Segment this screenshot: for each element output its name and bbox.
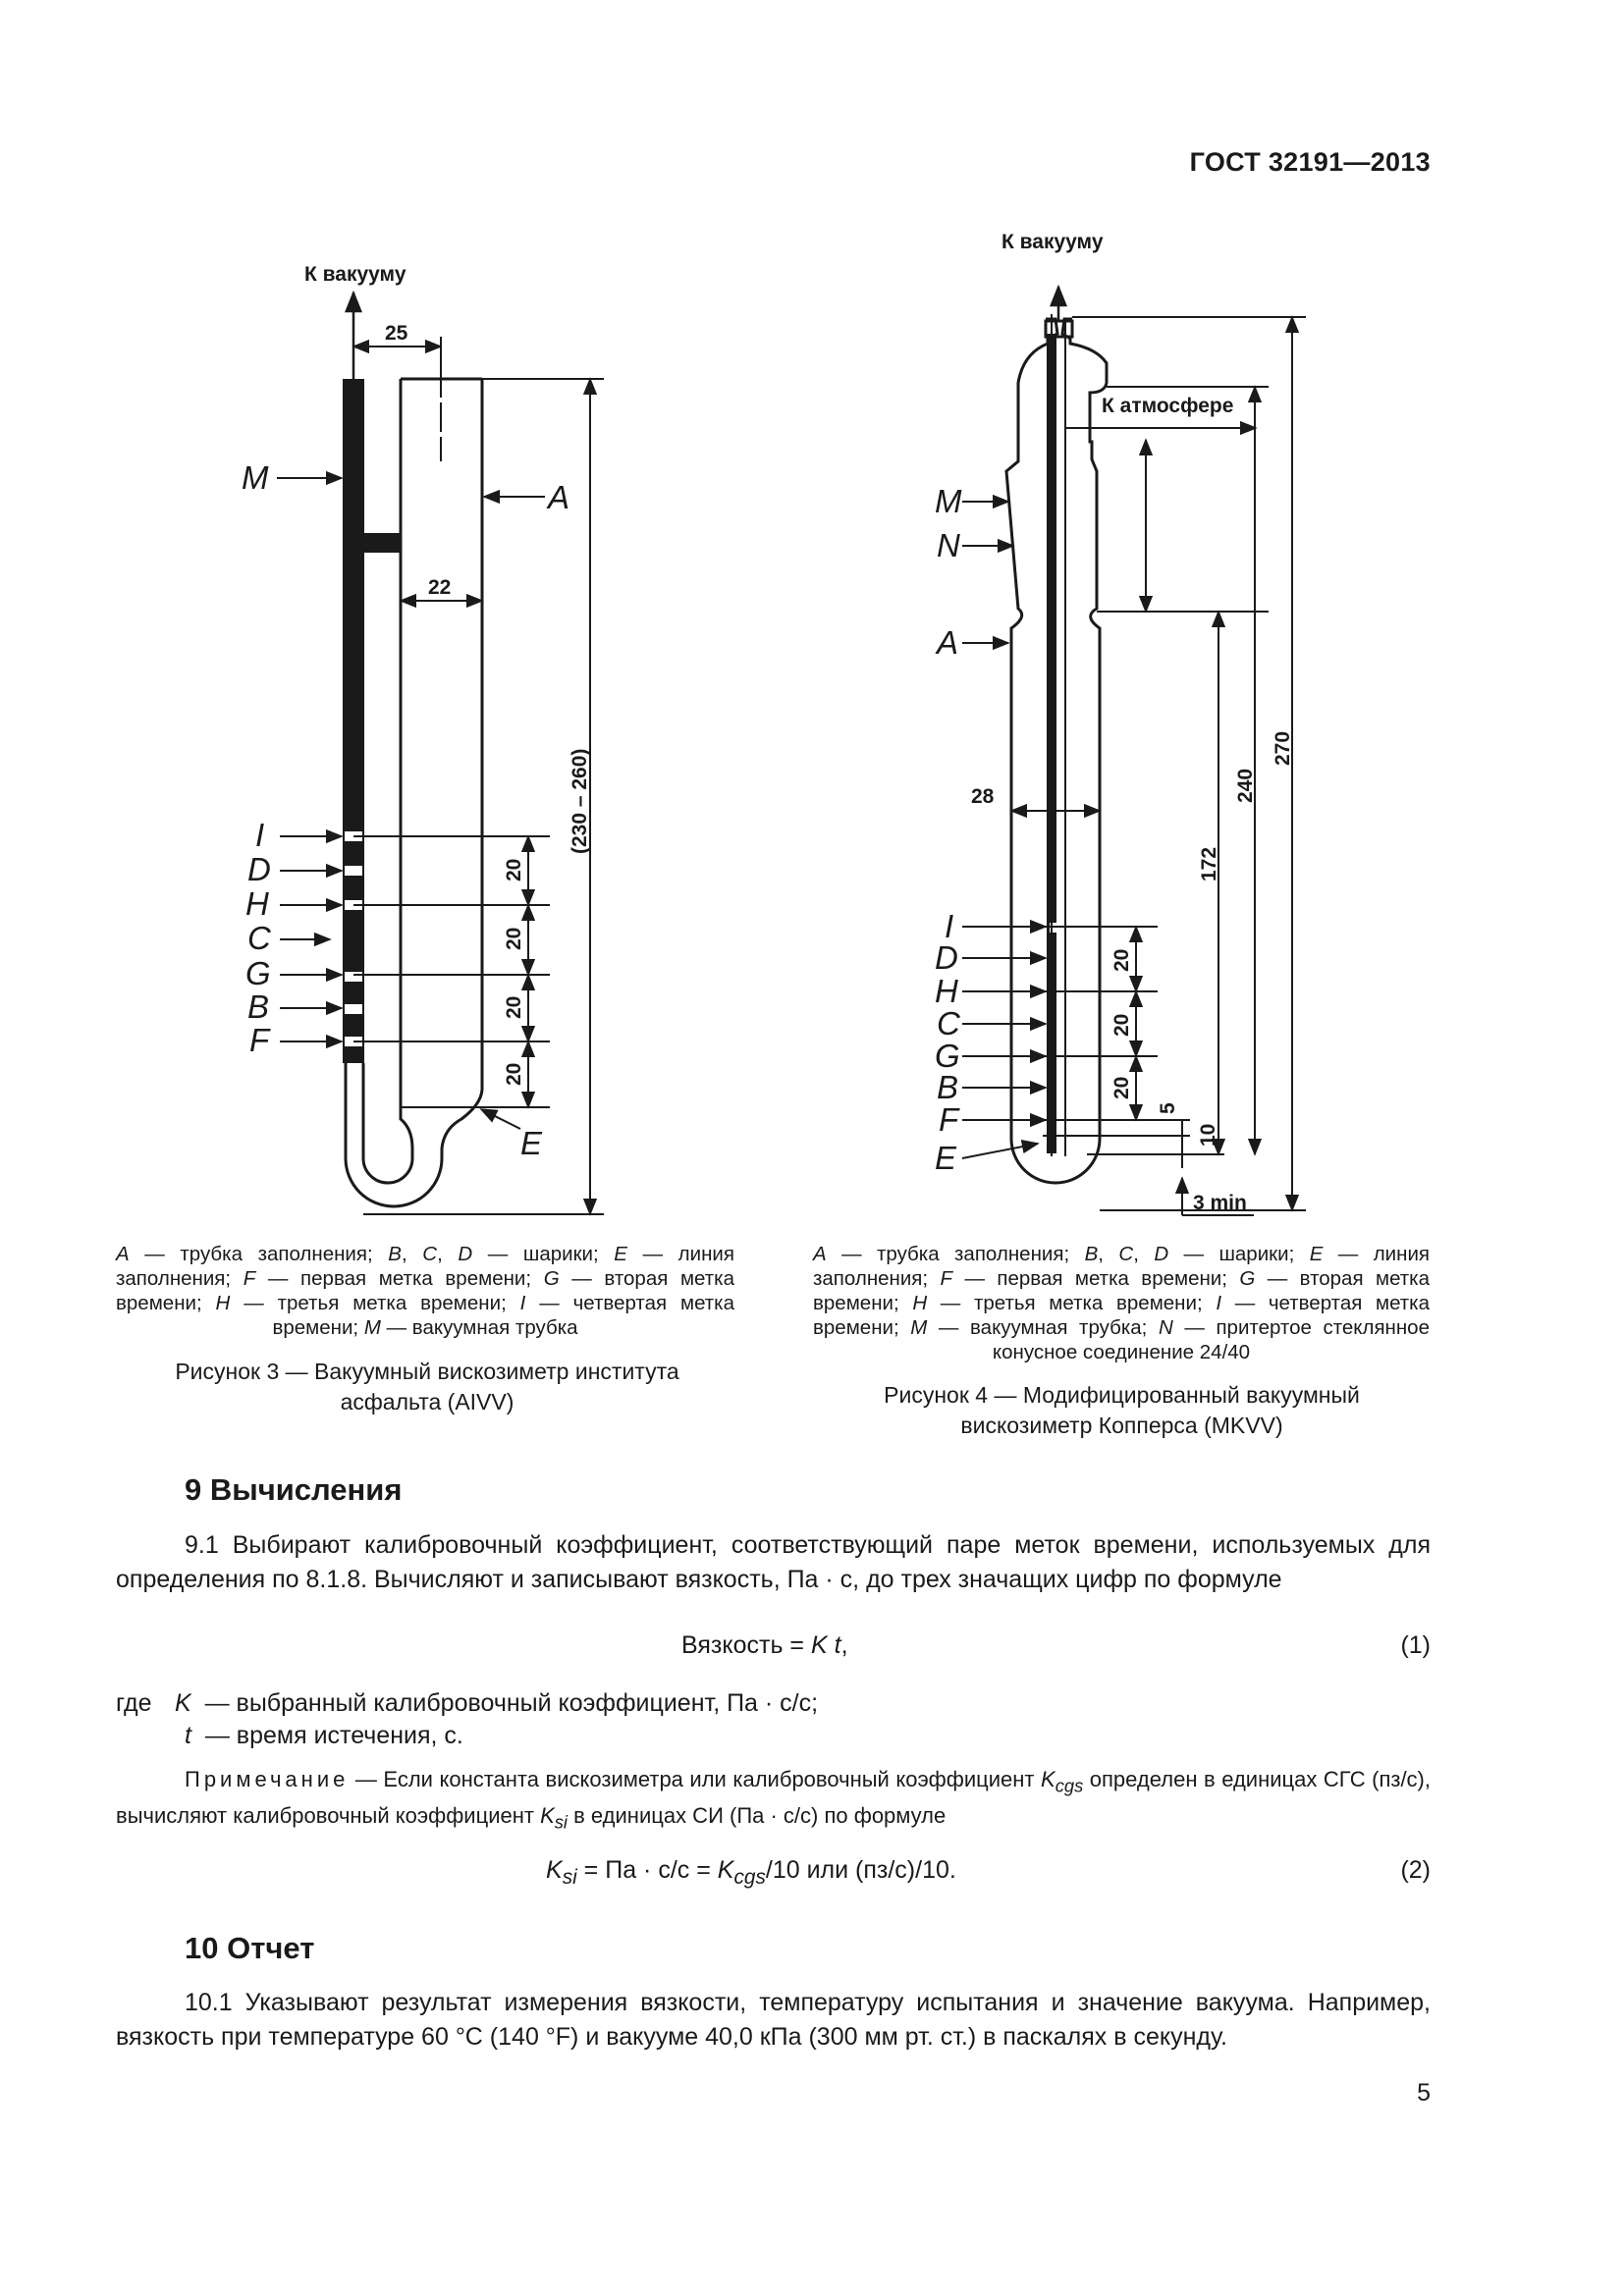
- figure4-legend: A — трубка заполнения; B, C, D — шарики; E — линия заполнения; F — первая метка времени; G — вторая метка времени; H — третья метка времени; I — четвертая метка времени; M — вакуумная трубка; N — притертое стеклянное конусное соединение 24/40: [813, 1243, 1431, 1363]
- fig4-dim-28: 28: [971, 785, 995, 808]
- section9-paragraph: 9.1 Выбирают калибровочный коэффициент, соответствующий паре меток времени, используемых для определения по 8.1.8. Вычисляют и записывают вязкость, Па · с, до трех значащих цифр по формуле: [116, 1531, 1431, 1593]
- fig3-label-E: E: [520, 1125, 543, 1161]
- fig3-label-H: H: [245, 885, 269, 922]
- fig3-dim-22: 22: [428, 576, 452, 599]
- where-K: K — выбранный калибровочный коэффициент, Па · с/с;: [175, 1689, 819, 1717]
- fig3-vacuum-label: К вакууму: [304, 263, 406, 286]
- standard-header: ГОСТ 32191—2013: [1189, 147, 1431, 177]
- formula-2: $K_{si}$ = Па · $с/с = K_{cgs}/10$ или (пз/с)/10.: [546, 1856, 956, 1889]
- fig4-dim-5: 5: [1157, 1102, 1179, 1114]
- fig4-dim-172: 172: [1198, 846, 1220, 881]
- fig4-label-D: D: [935, 939, 958, 976]
- fig3-dim-20-a: 20: [503, 858, 525, 881]
- fig4-label-N: N: [937, 527, 960, 563]
- fig3-dim-height: (230 – 260): [568, 748, 591, 854]
- fig4-dim-270: 270: [1272, 730, 1294, 766]
- formula-2-number: (2): [1400, 1856, 1431, 1884]
- fig4-label-A: A: [937, 624, 959, 661]
- fig3-label-A: A: [548, 479, 570, 515]
- section10-title: 10 Отчет: [185, 1931, 315, 1965]
- fig4-label-I: I: [945, 908, 954, 944]
- fig4-dim-20-c: 20: [1110, 1076, 1133, 1099]
- page-number: 5: [1417, 2079, 1431, 2107]
- vacuum-tube: [343, 379, 364, 1063]
- fig4-label-G: G: [935, 1038, 960, 1074]
- where-t: t — время истечения, с.: [185, 1722, 463, 1749]
- fig3-dim-20-d: 20: [503, 1062, 525, 1086]
- formula-1-number: (1): [1400, 1631, 1431, 1659]
- where-word: где: [116, 1689, 152, 1717]
- fig4-label-H: H: [935, 973, 958, 1009]
- fig3-label-F: F: [249, 1022, 270, 1058]
- fig3-label-G: G: [245, 955, 271, 991]
- fig3-label-M: M: [242, 459, 269, 496]
- section9-title: 9 Вычисления: [185, 1472, 403, 1507]
- fig3-dim-20-b: 20: [503, 927, 525, 950]
- figure4-caption: Рисунок 4 — Модифицированный вакуумный вискозиметр Копперса (MKVV): [884, 1382, 1360, 1438]
- fig4-atm-label: К атмосфере: [1102, 395, 1234, 417]
- fig4-label-M: M: [935, 483, 962, 519]
- fig4-dim-20-a: 20: [1110, 948, 1133, 972]
- fig4-label-B: B: [937, 1069, 959, 1105]
- fig3-label-B: B: [247, 988, 270, 1025]
- fig3-dim-20-c: 20: [503, 995, 525, 1019]
- fig3-dim-25: 25: [385, 322, 408, 345]
- fig3-label-D: D: [247, 851, 271, 887]
- fig4-dim-20-b: 20: [1110, 1013, 1133, 1037]
- fig4-label-C: C: [937, 1005, 960, 1041]
- fig4-label-F: F: [939, 1101, 959, 1138]
- note: Примечание — Если константа вискозиметра или калибровочный коэффициент $K_{cgs}$ определен в единицах СГС (пз/с), вычисляют калибровочный коэффициент $K_{si}$ в единицах СИ (Па · с/с) по формуле: [116, 1767, 1431, 1833]
- fig4-dim-10: 10: [1197, 1123, 1219, 1147]
- figure-3-diagram: [0, 0, 812, 1237]
- fig4-label-E: E: [935, 1140, 957, 1176]
- figure3-legend: A — трубка заполнения; B, C, D — шарики; E — линия заполнения; F — первая метка времени; G — вторая метка времени; H — третья метка времени; I — четвертая метка времени; M — вакуумная трубка: [116, 1243, 735, 1339]
- formula-1: Вязкость = K t,: [681, 1631, 848, 1659]
- fig4-dim-240: 240: [1234, 768, 1257, 803]
- section10-paragraph: 10.1 Указывают результат измерения вязкости, температуру испытания и значение вакуума. Например, вязкость при температуре 60 °C (140 °F) и вакууме 40,0 кПа (300 мм рт. ст.) в паскалях в секунду.: [116, 1989, 1431, 2051]
- fig3-label-I: I: [255, 817, 265, 853]
- fig3-label-C: C: [247, 920, 271, 956]
- figure-4-diagram: [812, 0, 1624, 1237]
- fig4-vacuum-label: К вакууму: [1001, 231, 1104, 253]
- fig4-dim-3min: 3 min: [1193, 1192, 1247, 1214]
- figure3-caption: Рисунок 3 — Вакуумный вискозиметр института асфальта (AIVV): [175, 1359, 679, 1415]
